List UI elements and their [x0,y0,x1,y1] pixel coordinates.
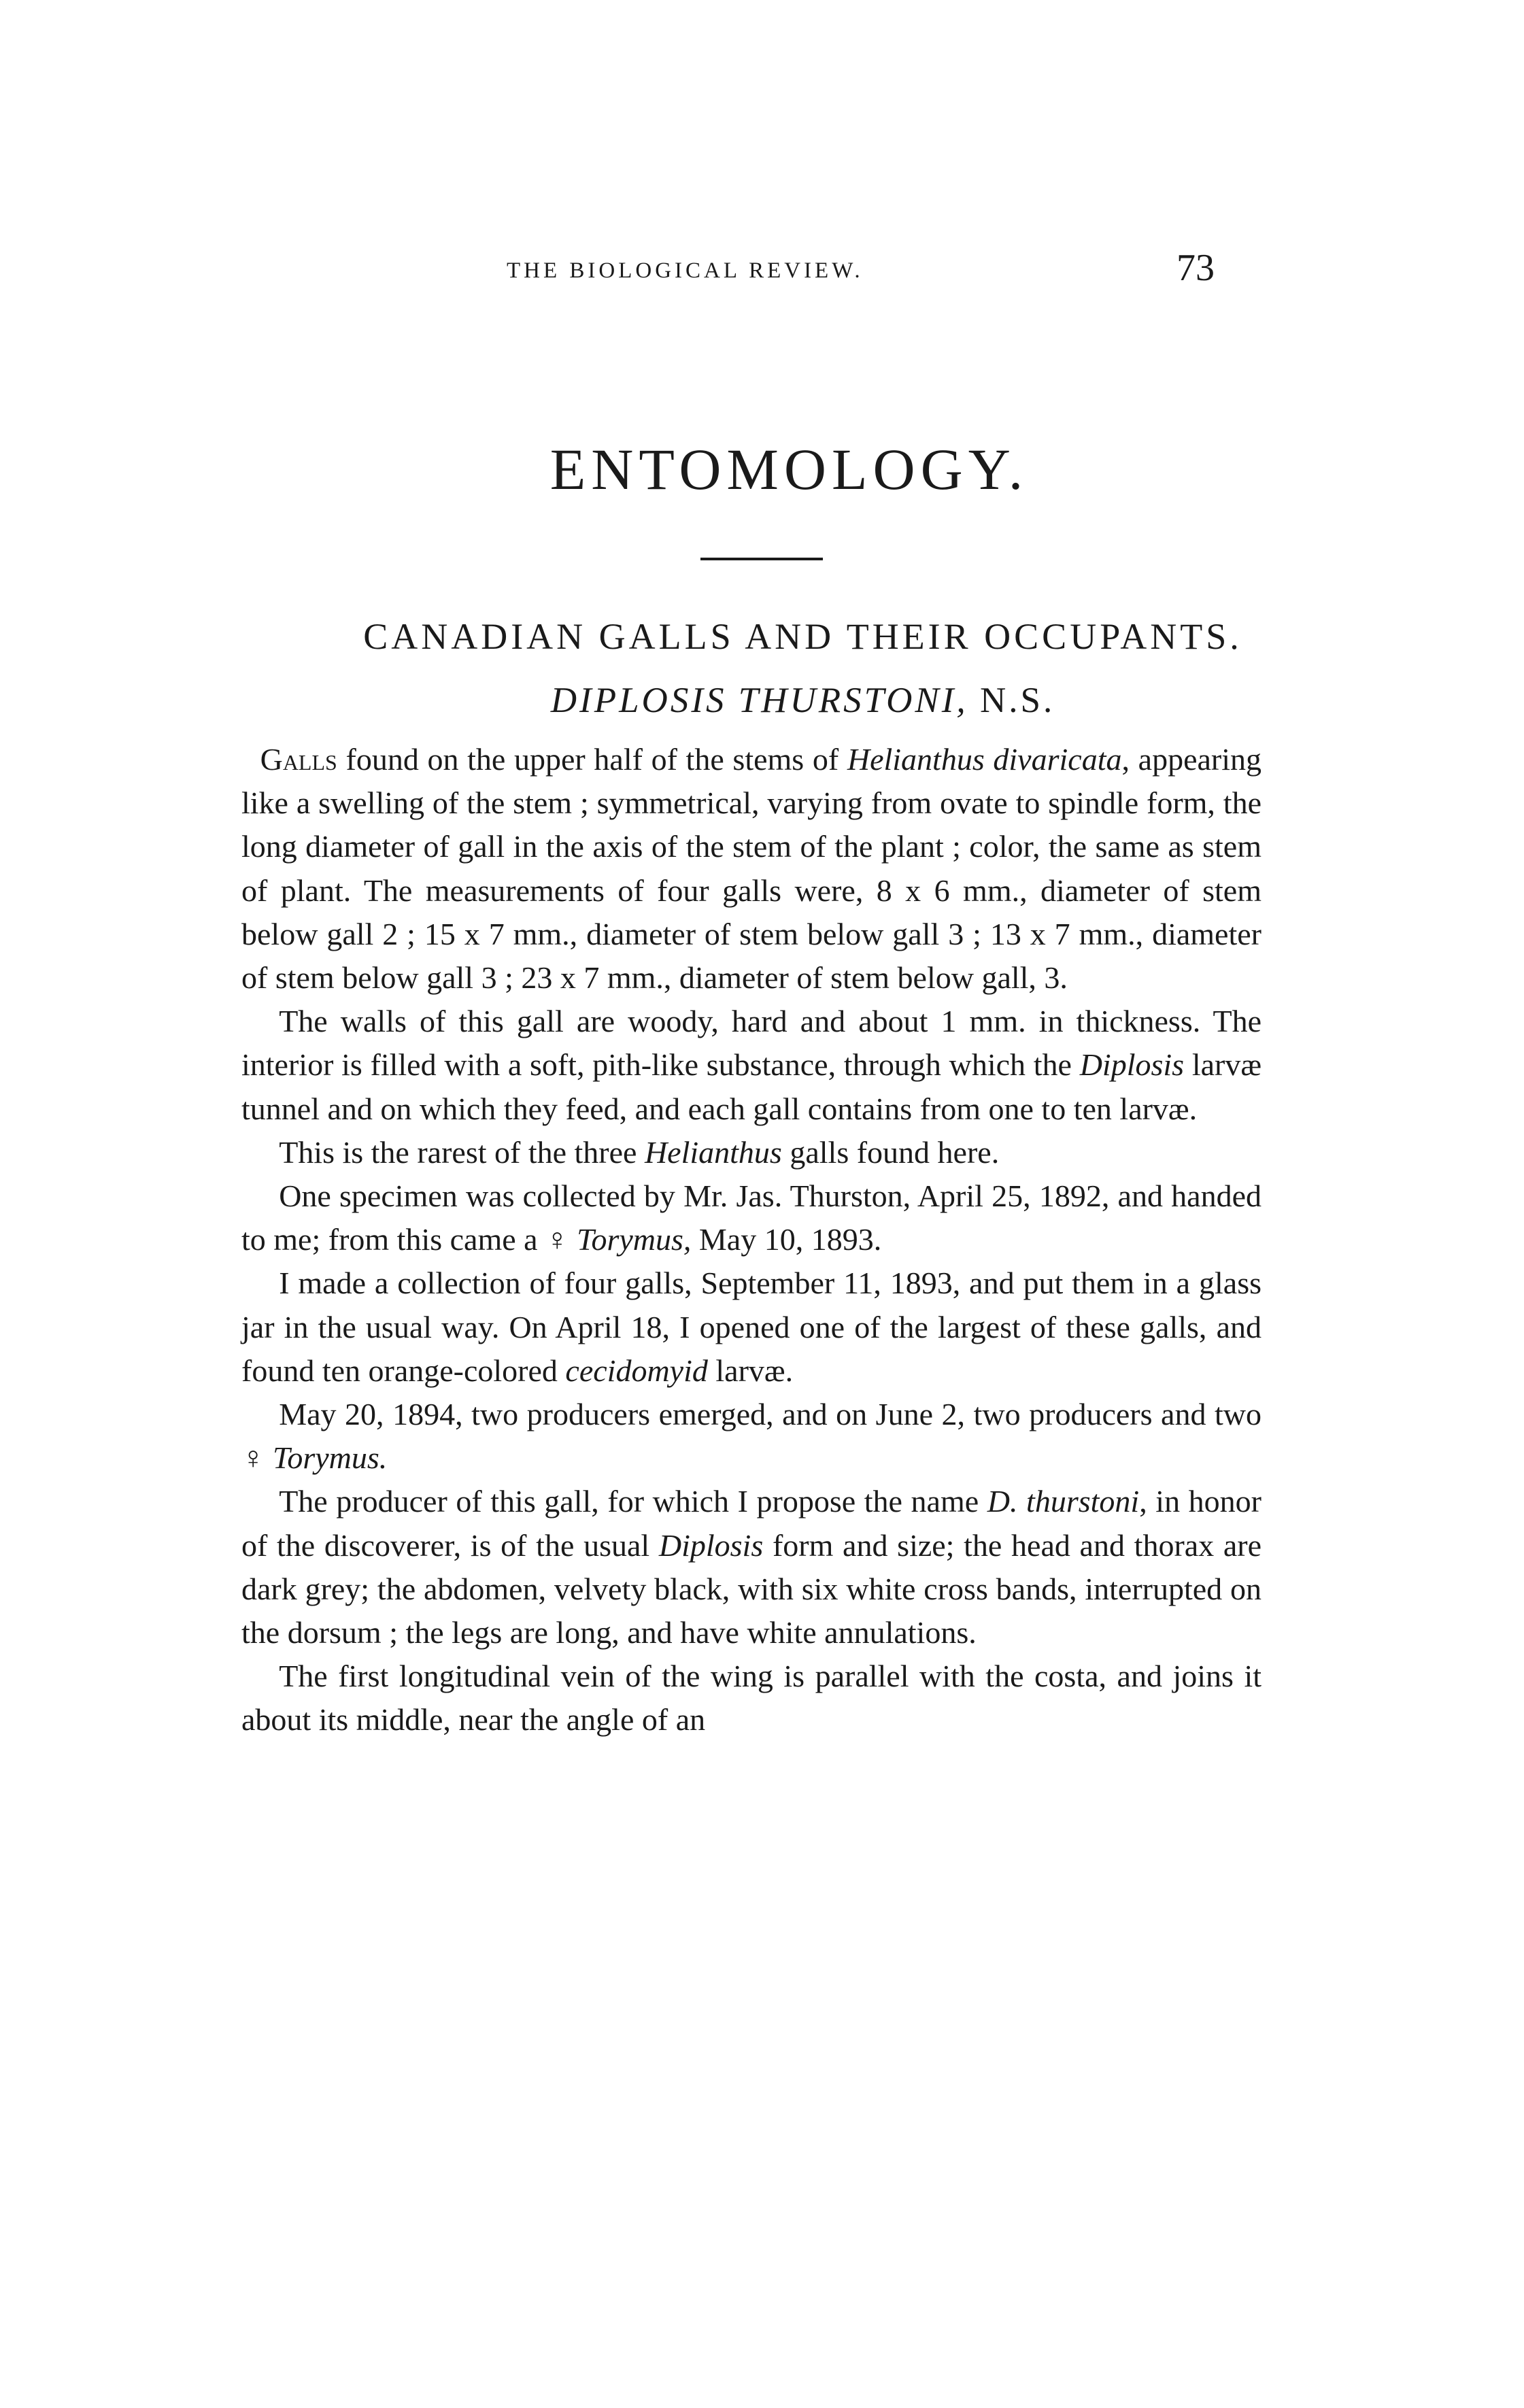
paragraph-4: One specimen was collected by Mr. Jas. Thurston, April 25, 1892, and handed to me; from this came a ♀ Torymus, May 10, 1893. [241,1178,1261,1257]
paragraph-6: May 20, 1894, two producers emerged, and on June 2, two producers and two ♀ Torymus. [241,1397,1261,1476]
taxon-name: Torymus, [577,1222,692,1257]
paragraph-7: The producer of this gall, for which I propose the name D. thurstoni, in honor of the discoverer, is of the usual Diplosis form and size; the head and thorax are dark grey; the abdomen, velvety black, with six white cross bands, interrupted on the dorsum ; the legs are long, and have white annulations. [241,1484,1262,1650]
species-title [0,680,1524,721]
paragraph-5: I made a collection of four galls, September 11, 1893, and put them in a glass jar in the usual way. On April 18, I opened one of the largest of these galls, and found ten orange-colored cecidomyid larvæ. [241,1266,1261,1388]
paragraph-8: The first longitudinal vein of the wing is parallel with the costa, and joins it about its middle, near the angle of an [241,1659,1261,1737]
dropcap-word: Galls [260,742,337,777]
paragraph-3: This is the rarest of the three Helianthus galls found here. [279,1134,1000,1170]
title-rule [700,558,823,560]
taxon-name: Diplosis [1079,1047,1185,1083]
paragraph-1: Galls found on the upper half of the stems of Helianthus divaricata, appearing like a swelling of the stem ; symmetrical, varying from ovate to spindle form, the long diameter of gall in the axis of the stem of the plant ; color, the same as stem of plant. The measurements of four galls were, 8 x 6 mm., diameter of stem below gall 2 ; 15 x 7 mm., diameter of stem below gall 3 ; 13 x 7 mm., diameter of stem below gall 3 ; 23 x 7 mm., diameter of stem below gall, 3. [241,742,1261,996]
taxon-name: D. thurstoni [987,1484,1140,1519]
taxon-name: Diplosis [658,1527,764,1563]
paragraph-2: The walls of this gall are woody, hard and about 1 mm. in thickness. The interior is filled with a soft, pith-like substance, through which the Diplosis larvæ tunnel and on which they feed, and each gall contains from one to ten larvæ. [241,1004,1262,1126]
article-body [241,738,1261,1742]
taxon-name: cecidomyid [565,1353,708,1388]
species-name: DIPLOSIS THURSTONI, [550,681,968,720]
section-title: ENTOMOLOGY. [549,437,1029,502]
taxon-name: Helianthus [644,1134,782,1170]
running-head: THE BIOLOGICAL REVIEW. [507,258,864,283]
page-number: 73 [1176,247,1215,289]
article-title: CANADIAN GALLS AND THEIR OCCUPANTS. [363,616,1242,657]
species-status: N.S. [979,681,1055,720]
taxon-name: Torymus. [273,1440,388,1476]
taxon-name: Helianthus divaricata [847,742,1122,777]
